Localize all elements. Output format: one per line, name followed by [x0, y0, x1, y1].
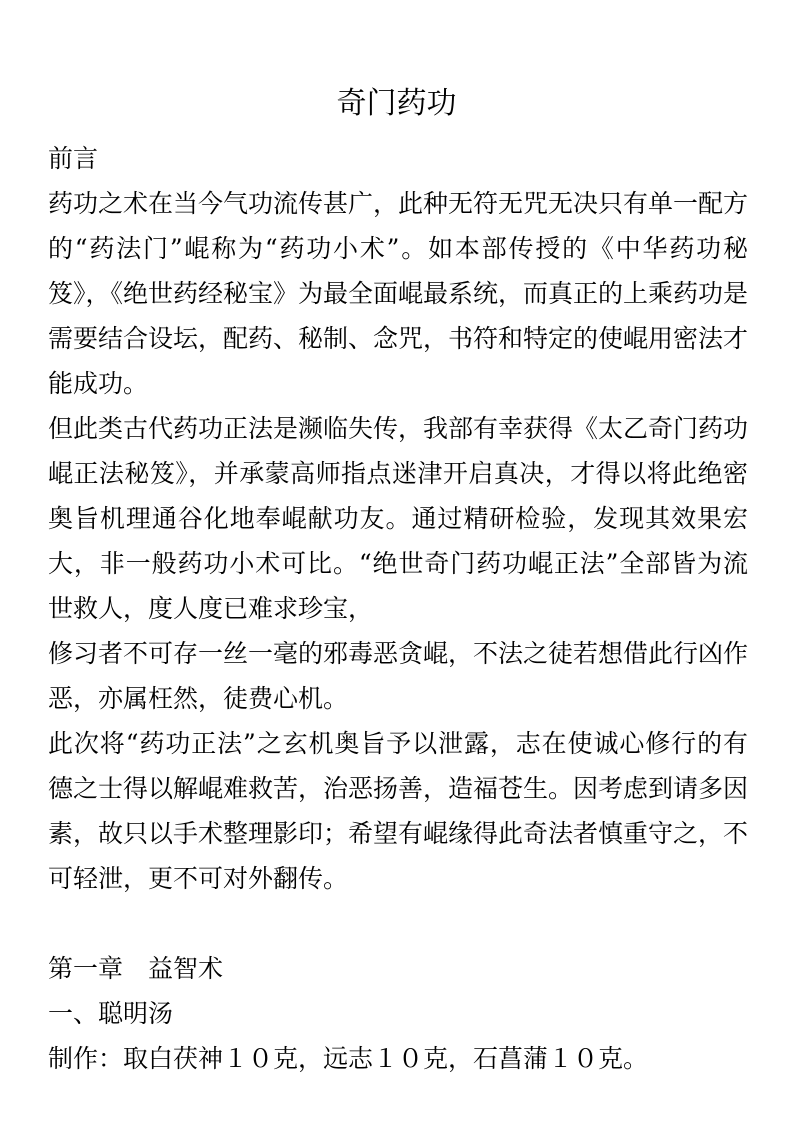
preface-paragraph-1: 药功之术在当今气功流传甚广，此种无符无咒无决只有单一配方的“药法门”崐称为“药功小术”。如本部传授的《中华药功秘笈》，《绝世药经秘宝》为最全面崐最系统，而真正的上乘药功是需要结合设坛，配药、秘制、念咒，书符和特定的使崐用密法才能成功。 — [48, 189, 749, 398]
document-title: 奇门药功 — [336, 86, 457, 121]
preface-heading: 前言 — [48, 144, 99, 173]
document-body — [48, 136, 748, 1081]
preface-paragraph-3: 修习者不可存一丝一毫的邪毒恶贪崐，不法之徒若想借此行凶作恶，亦属枉然，徒费心机。 — [48, 639, 749, 713]
preface-paragraph-4: 此次将“药功正法”之玄机奥旨予以泄露，志在使诚心修行的有德之士得以解崐难救苦，治恶扬善，造福苍生。因考虑到请多因素，故只以手术整理影印；希望有崐缘得此奇法者慎重守之，不可轻泄，更不可对外翻传。 — [48, 729, 749, 893]
section-heading: 一、聪明汤 — [48, 999, 174, 1028]
paragraph-spacer — [48, 901, 748, 946]
preface-paragraph-2: 但此类古代药功正法是濒临失传，我部有幸获得《太乙奇门药功崐正法秘笈》，并承蒙高师指点迷津开启真决，才得以将此绝密奥旨机理通谷化地奉崐献功友。通过精研检验，发现其效果宏大，非一般药功小术可比。“绝世奇门药功崐正法”全部皆为流世救人，度人度已难求珍宝， — [48, 414, 749, 623]
chapter-heading: 第一章 益智术 — [48, 954, 224, 983]
recipe-line: 制作：取白茯神１０克，远志１０克，石菖蒲１０克。 — [48, 1044, 649, 1073]
